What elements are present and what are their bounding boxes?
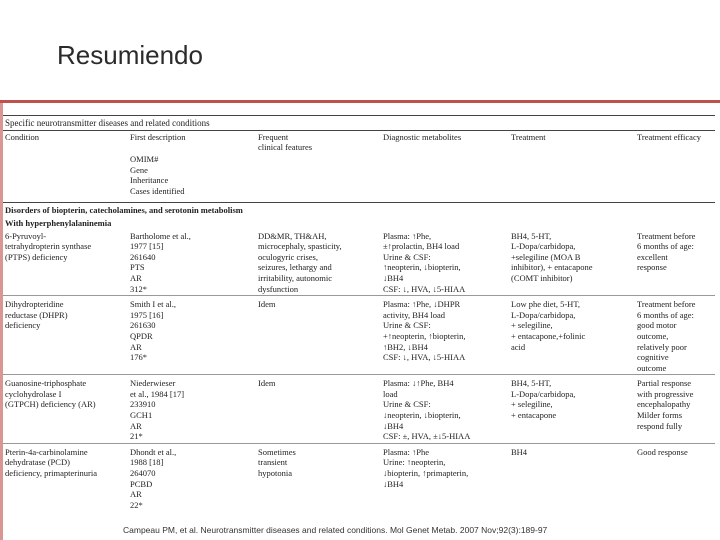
cell-first-description: Smith I et al., 1975 [16] 261630 QPDR AR 176* (128, 296, 256, 375)
table-row (3, 443, 715, 511)
table-heading: Specific neurotransmitter diseases and related conditions (3, 115, 715, 130)
cell-diagnostic-metabolites: Plasma: ↑Phe, ±↑prolactin, BH4 load Urine & CSF: ↑neopterin, ↓biopterin, ↓BH4 CSF: ↓, HVA, ↓5-HIAA (383, 230, 466, 294)
cell-first-description: Bartholome et al., 1977 [15] 261640 PTS AR 312* (130, 230, 191, 294)
cell-first-description: Niederwieser et al., 1984 [17] 233910 GCH1 AR 21* (128, 375, 256, 444)
cell-treatment: BH4, 5-HT, L-Dopa/carbidopa, +selegiline (MOA B inhibitor), + entacapone (COMT inhibitor) (511, 230, 593, 283)
neurotransmitter-table (3, 130, 715, 511)
cell-treatment: Low phe diet, 5-HT, L-Dopa/carbidopa, + selegiline, + entacapone,+folinic acid (509, 296, 635, 375)
table-row (3, 375, 715, 444)
cell-treatment-efficacy: Partial response with progressive encephalopathy Milder forms respond fully (635, 375, 715, 444)
cell-condition: Guanosine-triphosphate cyclohydrolase I (GTPCH) deficiency (AR) (3, 375, 128, 444)
cell-treatment-efficacy: Good response (635, 443, 715, 511)
cell-condition: 6-Pyruvoyl- tetrahydropterin synthase (PTPS) deficiency (5, 230, 92, 262)
cell-diagnostic-metabolites: Plasma: ↑Phe Urine: ↑neopterin, ↓biopterin, ↑primapterin, ↓BH4 (381, 443, 509, 511)
cell-treatment: BH4 (509, 443, 635, 511)
col-header-treatment: Treatment (509, 131, 635, 154)
first-description-keys-row (3, 153, 715, 203)
cell-clinical-features: Idem (256, 375, 381, 444)
cell-treatment: BH4, 5-HT, L-Dopa/carbidopa, + selegiline, + entacapone (509, 375, 635, 444)
cell-diagnostic-metabolites: Plasma: ↓↑Phe, BH4 load Urine & CSF: ↓neopterin, ↓biopterin, ↓BH4 CSF: ±, HVA, ±↓5-HIAA (381, 375, 509, 444)
cell-clinical-features: Idem (256, 296, 381, 375)
col-header-diagnostic-metabolites: Diagnostic metabolites (381, 131, 509, 154)
table-row (3, 296, 715, 375)
cell-condition: Dihydropteridine reductase (DHPR) deficiency (3, 296, 128, 375)
table-header-row (3, 131, 715, 154)
subsection-row (3, 217, 715, 230)
col-header-first-description: First description (128, 131, 256, 154)
cell-clinical-features: Sometimes transient hypotonia (256, 443, 381, 511)
cell-condition: Pterin-4a-carbinolamine dehydratase (PCD) deficiency, primapterinuria (3, 443, 128, 511)
col-header-condition: Condition (3, 131, 128, 154)
accent-bar (0, 100, 720, 103)
cell-diagnostic-metabolites: Plasma: ↑Phe, ↓DHPR activity, BH4 load Urine & CSF: +↑neopterin, ↑biopterin, ↑BH2, ↓BH4 CSF: ↓, HVA, ↓5-HIAA (381, 296, 509, 375)
table-image (3, 115, 715, 525)
first-description-keys: OMIM# Gene Inheritance Cases identified (130, 154, 185, 196)
table-row (3, 230, 715, 296)
col-header-treatment-efficacy: Treatment efficacy (635, 131, 715, 154)
section-label: Disorders of biopterin, catecholamines, and serotonin metabolism (3, 203, 715, 217)
subsection-label: With hyperphenylalaninemia (5, 217, 112, 228)
cell-clinical-features: DD&MR, TH&AH, microcephaly, spasticity, oculogyric crises, seizures, lethargy and irritability, autonomic dysfunction (258, 230, 342, 294)
citation: Campeau PM, et al. Neurotransmitter diseases and related conditions. Mol Genet Metab. 2007 Nov;92(3):189-97 (123, 525, 548, 535)
section-row (3, 203, 715, 217)
slide-title: Resumiendo (57, 40, 203, 70)
cell-treatment-efficacy: Treatment before 6 months of age: excellent response (637, 230, 696, 273)
col-header-clinical-features: Frequent clinical features (256, 131, 381, 154)
cell-first-description: Dhondt et al., 1988 [18] 264070 PCBD AR 22* (128, 443, 256, 511)
cell-treatment-efficacy: Treatment before 6 months of age: good motor outcome, relatively poor cognitive outcome (635, 296, 715, 375)
